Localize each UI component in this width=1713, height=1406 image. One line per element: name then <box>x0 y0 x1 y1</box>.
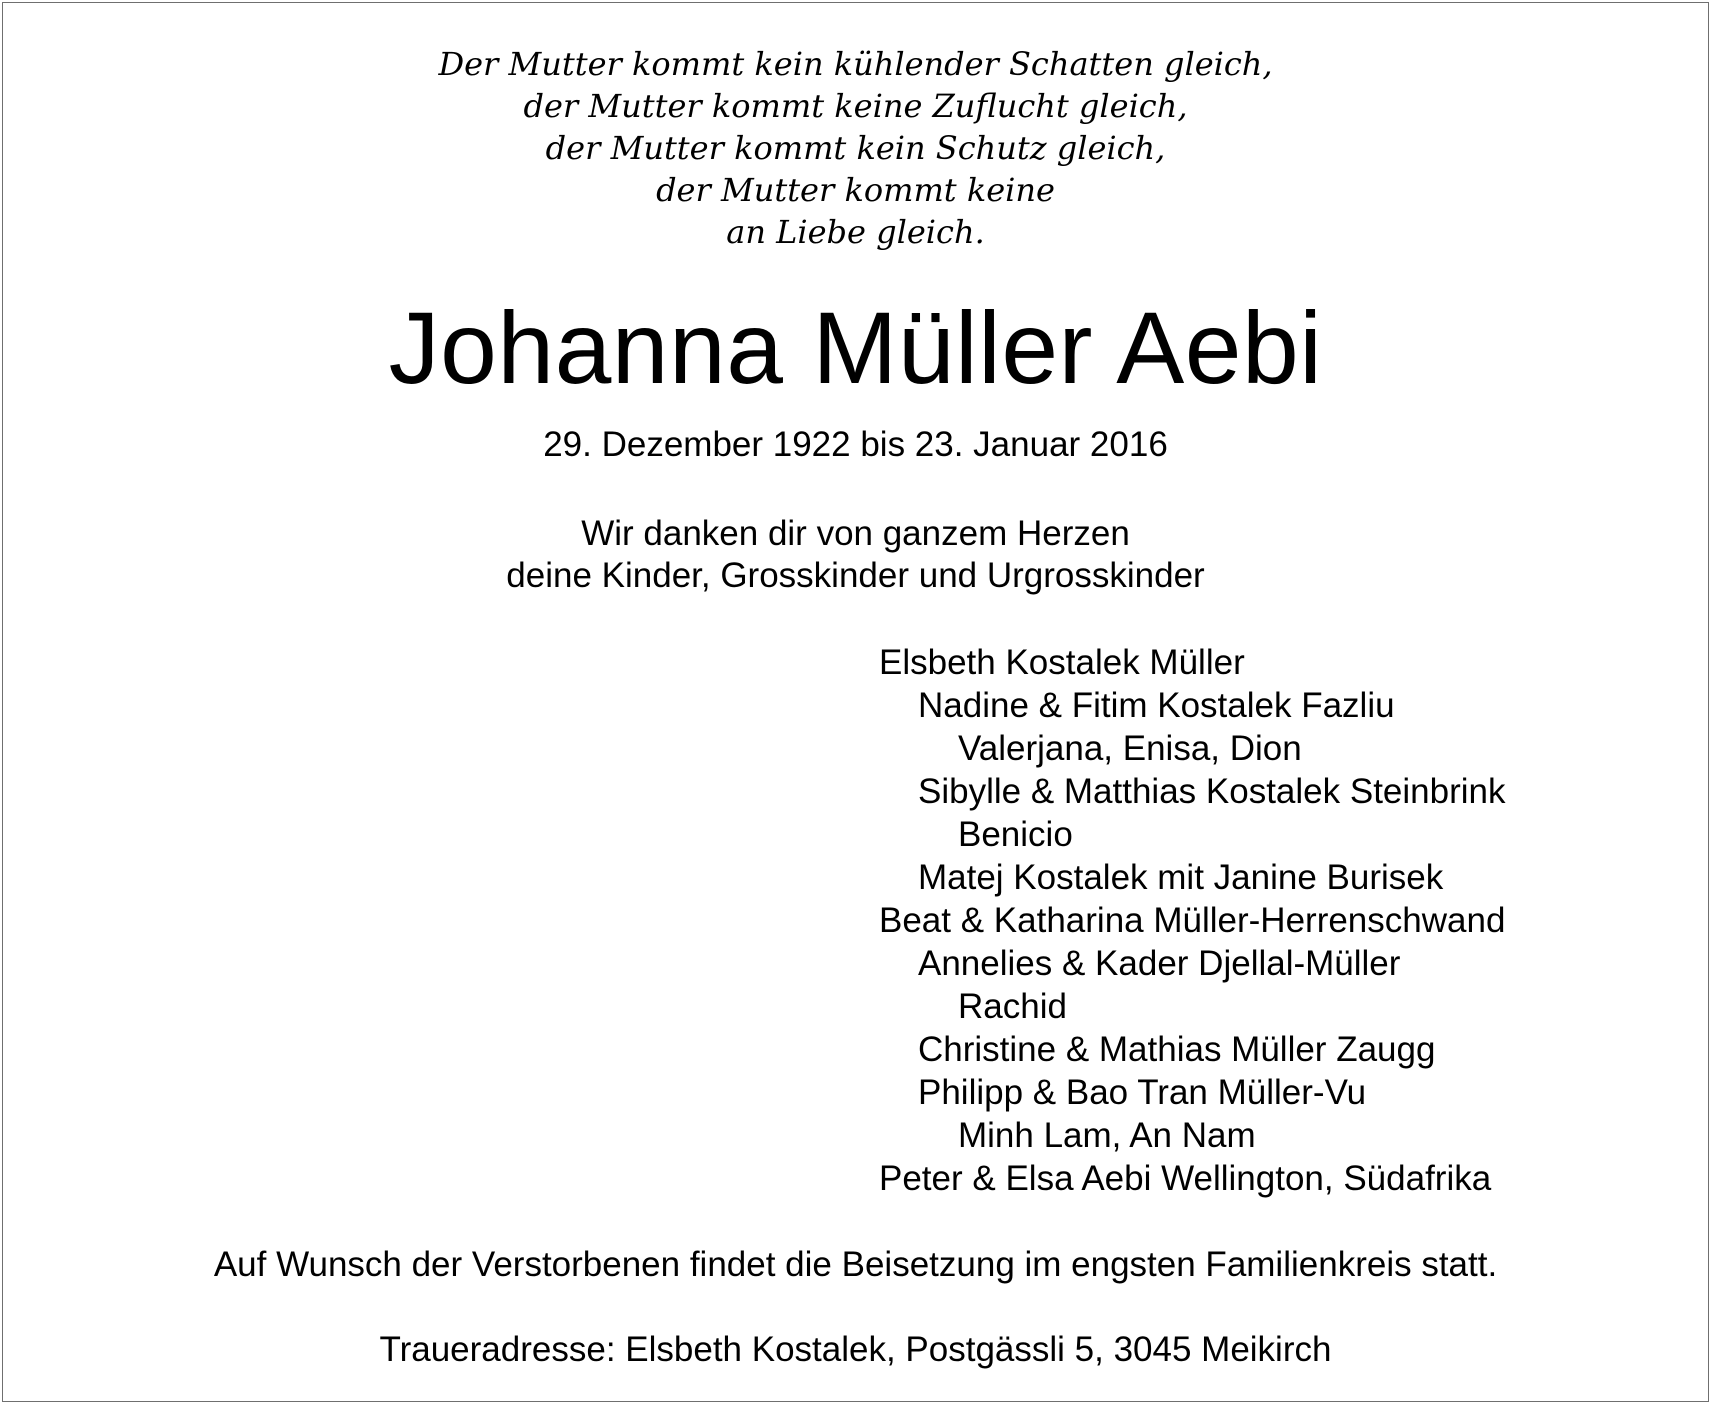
thanks-line: deine Kinder, Grosskinder und Urgrosskinder <box>506 556 1205 595</box>
mourners-list <box>879 641 1506 1200</box>
memorial-poem <box>3 43 1708 253</box>
funeral-note: Auf Wunsch der Verstorbenen findet die Beisetzung im engsten Familienkreis statt. <box>213 1245 1498 1284</box>
family-member: Sibylle & Matthias Kostalek Steinbrink <box>918 772 1506 811</box>
family-member: Peter & Elsa Aebi Wellington, Südafrika <box>879 1159 1492 1198</box>
poem-line: der Mutter kommt keine Zuflucht gleich, <box>523 87 1188 125</box>
family-member: Christine & Mathias Müller Zaugg <box>918 1030 1436 1069</box>
family-member: Annelies & Kader Djellal-Müller <box>918 944 1401 983</box>
family-member: Minh Lam, An Nam <box>958 1116 1256 1155</box>
mourning-address: Traueradresse: Elsbeth Kostalek, Postgässli 5, 3045 Meikirch <box>379 1330 1332 1369</box>
thanks-message <box>3 513 1708 597</box>
life-dates: 29. Dezember 1922 bis 23. Januar 2016 <box>543 425 1168 464</box>
family-member: Elsbeth Kostalek Müller <box>879 643 1245 682</box>
family-member: Philipp & Bao Tran Müller-Vu <box>918 1073 1367 1112</box>
family-member: Matej Kostalek mit Janine Burisek <box>918 858 1444 897</box>
family-member: Valerjana, Enisa, Dion <box>958 729 1302 768</box>
family-member: Rachid <box>958 987 1067 1026</box>
deceased-name: Johanna Müller Aebi <box>388 291 1323 405</box>
obituary-notice <box>2 2 1709 1402</box>
poem-line: Der Mutter kommt kein kühlender Schatten gleich, <box>438 45 1273 83</box>
poem-line: der Mutter kommt kein Schutz gleich, <box>545 129 1166 167</box>
poem-line: der Mutter kommt keine <box>656 171 1055 209</box>
family-member: Nadine & Fitim Kostalek Fazliu <box>918 686 1395 725</box>
thanks-line: Wir danken dir von ganzem Herzen <box>581 514 1130 553</box>
poem-line: an Liebe gleich. <box>726 213 985 251</box>
family-member: Benicio <box>958 815 1073 854</box>
family-member: Beat & Katharina Müller-Herrenschwand <box>879 901 1506 940</box>
